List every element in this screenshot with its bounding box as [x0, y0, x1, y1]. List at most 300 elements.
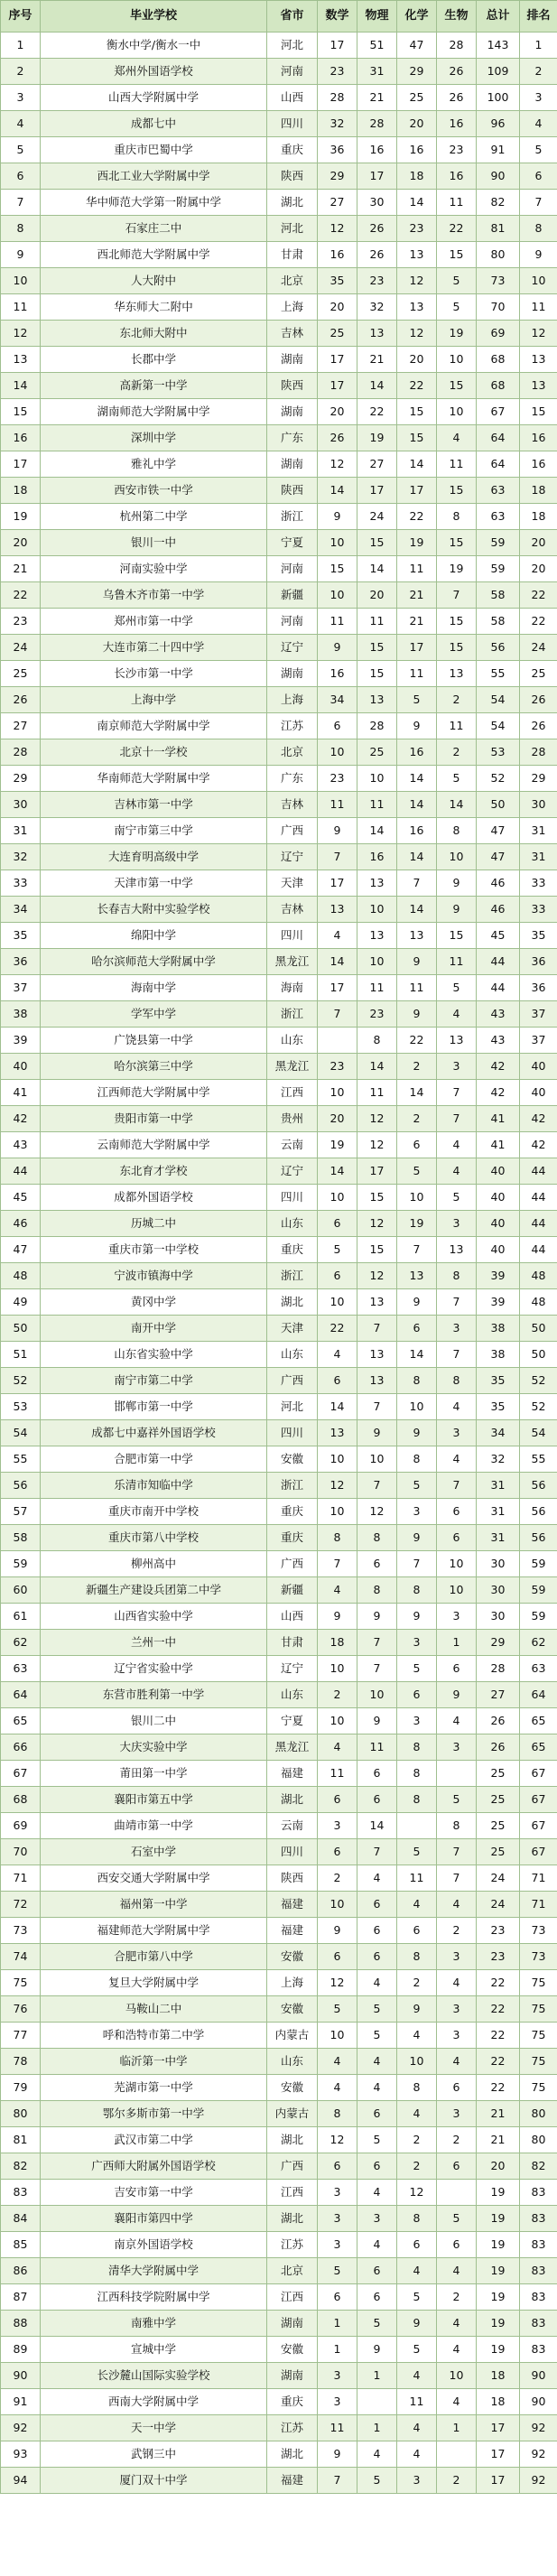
cell-chemistry: 13: [397, 923, 437, 949]
cell-rank: 44: [520, 1185, 557, 1211]
cell-total: 34: [477, 1420, 520, 1446]
cell-school: 成都七中嘉祥外国语学校: [41, 1420, 267, 1446]
cell-total: 46: [477, 870, 520, 897]
cell-biology: 3: [437, 1734, 477, 1761]
cell-physics: 17: [357, 163, 397, 190]
cell-school: 柳州高中: [41, 1551, 267, 1577]
cell-physics: 21: [357, 347, 397, 373]
cell-physics: 13: [357, 1368, 397, 1394]
cell-total: 40: [477, 1237, 520, 1263]
cell-province: 广西: [267, 2153, 318, 2180]
cell-total: 19: [477, 2206, 520, 2232]
cell-school: 杭州第二中学: [41, 504, 267, 530]
cell-index: 8: [1, 216, 41, 242]
cell-index: 3: [1, 85, 41, 111]
cell-total: 26: [477, 1734, 520, 1761]
table-row: [1, 373, 557, 399]
cell-school: 重庆市巴蜀中学: [41, 137, 267, 163]
cell-total: 32: [477, 1446, 520, 1473]
cell-physics: 4: [357, 1970, 397, 1996]
cell-physics: 15: [357, 1237, 397, 1263]
cell-index: 4: [1, 111, 41, 137]
cell-total: 69: [477, 321, 520, 347]
cell-index: 34: [1, 897, 41, 923]
cell-province: 江苏: [267, 2415, 318, 2441]
cell-rank: 36: [520, 949, 557, 975]
cell-province: 安徽: [267, 1446, 318, 1473]
header-school: 毕业学校: [41, 1, 267, 33]
cell-index: 47: [1, 1237, 41, 1263]
table-row: [1, 2468, 557, 2494]
cell-school: 哈尔滨师范大学附属中学: [41, 949, 267, 975]
cell-biology: 11: [437, 190, 477, 216]
cell-math: 10: [318, 1185, 357, 1211]
cell-school: 襄阳市第五中学: [41, 1787, 267, 1813]
cell-chemistry: 20: [397, 347, 437, 373]
cell-total: 143: [477, 33, 520, 59]
cell-rank: 8: [520, 216, 557, 242]
cell-province: 浙江: [267, 1473, 318, 1499]
cell-biology: 11: [437, 713, 477, 739]
cell-index: 2: [1, 59, 41, 85]
cell-math: 11: [318, 2415, 357, 2441]
table-row: [1, 1865, 557, 1892]
cell-biology: 6: [437, 1525, 477, 1551]
cell-index: 29: [1, 766, 41, 792]
cell-math: 14: [318, 949, 357, 975]
header-math: 数学: [318, 1, 357, 33]
cell-biology: 2: [437, 2284, 477, 2311]
cell-school: 吉林市第一中学: [41, 792, 267, 818]
cell-math: 14: [318, 478, 357, 504]
table-row: [1, 1185, 557, 1211]
cell-rank: 26: [520, 713, 557, 739]
cell-total: 17: [477, 2441, 520, 2468]
cell-biology: 10: [437, 347, 477, 373]
cell-rank: 29: [520, 766, 557, 792]
cell-math: 26: [318, 425, 357, 451]
cell-province: 辽宁: [267, 635, 318, 661]
table-row: [1, 635, 557, 661]
cell-biology: 5: [437, 294, 477, 321]
cell-total: 19: [477, 2180, 520, 2206]
table-row: [1, 1080, 557, 1106]
cell-math: 20: [318, 1106, 357, 1132]
cell-index: 36: [1, 949, 41, 975]
table-row: [1, 1839, 557, 1865]
cell-index: 62: [1, 1630, 41, 1656]
cell-biology: 13: [437, 1028, 477, 1054]
cell-biology: 10: [437, 844, 477, 870]
cell-total: 31: [477, 1473, 520, 1499]
cell-chemistry: 4: [397, 1892, 437, 1918]
cell-index: 14: [1, 373, 41, 399]
cell-school: 宣城中学: [41, 2337, 267, 2363]
cell-total: 22: [477, 2023, 520, 2049]
cell-school: 乌鲁木齐市第一中学: [41, 582, 267, 609]
cell-school: 复旦大学附属中学: [41, 1970, 267, 1996]
cell-biology: 9: [437, 1682, 477, 1708]
cell-physics: 5: [357, 2127, 397, 2153]
cell-rank: 56: [520, 1525, 557, 1551]
table-row: [1, 504, 557, 530]
cell-math: 7: [318, 844, 357, 870]
table-row: [1, 1316, 557, 1342]
cell-index: 20: [1, 530, 41, 556]
cell-rank: 71: [520, 1865, 557, 1892]
cell-chemistry: 7: [397, 1237, 437, 1263]
cell-biology: 8: [437, 1813, 477, 1839]
cell-physics: 8: [357, 1028, 397, 1054]
cell-rank: 22: [520, 582, 557, 609]
cell-physics: 19: [357, 425, 397, 451]
cell-math: 35: [318, 268, 357, 294]
cell-total: 47: [477, 844, 520, 870]
table-row: [1, 609, 557, 635]
cell-school: 曲靖市第一中学: [41, 1813, 267, 1839]
cell-rank: 16: [520, 425, 557, 451]
cell-province: 湖南: [267, 347, 318, 373]
cell-rank: 80: [520, 2127, 557, 2153]
table-row: [1, 137, 557, 163]
cell-physics: 7: [357, 1316, 397, 1342]
cell-biology: 4: [437, 2337, 477, 2363]
table-row: [1, 582, 557, 609]
cell-chemistry: 17: [397, 635, 437, 661]
table-row: [1, 1708, 557, 1734]
cell-biology: 8: [437, 818, 477, 844]
cell-biology: 3: [437, 1054, 477, 1080]
cell-index: 64: [1, 1682, 41, 1708]
cell-math: 6: [318, 2284, 357, 2311]
cell-chemistry: 2: [397, 1106, 437, 1132]
cell-math: 11: [318, 1761, 357, 1787]
cell-physics: 8: [357, 1577, 397, 1604]
cell-math: 29: [318, 163, 357, 190]
cell-math: 25: [318, 321, 357, 347]
cell-total: 90: [477, 163, 520, 190]
cell-chemistry: 22: [397, 504, 437, 530]
cell-physics: 9: [357, 1604, 397, 1630]
cell-province: 宁夏: [267, 1708, 318, 1734]
cell-total: 40: [477, 1185, 520, 1211]
cell-index: 44: [1, 1158, 41, 1185]
cell-biology: 10: [437, 1551, 477, 1577]
cell-math: 3: [318, 2232, 357, 2258]
cell-physics: 22: [357, 399, 397, 425]
cell-math: 16: [318, 661, 357, 687]
table-row: [1, 1211, 557, 1237]
cell-index: 77: [1, 2023, 41, 2049]
cell-chemistry: 23: [397, 216, 437, 242]
cell-rank: 44: [520, 1237, 557, 1263]
cell-province: 湖北: [267, 2441, 318, 2468]
cell-rank: 13: [520, 347, 557, 373]
cell-chemistry: 9: [397, 1420, 437, 1446]
cell-province: 湖北: [267, 2127, 318, 2153]
cell-index: 89: [1, 2337, 41, 2363]
table-row: [1, 2441, 557, 2468]
cell-province: 湖北: [267, 1787, 318, 1813]
cell-physics: 27: [357, 451, 397, 478]
cell-school: 辽宁省实验中学: [41, 1656, 267, 1682]
cell-biology: 6: [437, 2232, 477, 2258]
table-row: [1, 2023, 557, 2049]
cell-math: 10: [318, 1499, 357, 1525]
cell-physics: 7: [357, 1630, 397, 1656]
cell-province: 天津: [267, 870, 318, 897]
table-row: [1, 2284, 557, 2311]
cell-school: 北京十一学校: [41, 739, 267, 766]
cell-chemistry: 8: [397, 1446, 437, 1473]
cell-chemistry: 6: [397, 1316, 437, 1342]
cell-chemistry: 18: [397, 163, 437, 190]
cell-total: 67: [477, 399, 520, 425]
cell-total: 19: [477, 2311, 520, 2337]
cell-rank: 75: [520, 2049, 557, 2075]
cell-province: 四川: [267, 1420, 318, 1446]
cell-biology: 7: [437, 582, 477, 609]
table-row: [1, 1630, 557, 1656]
cell-chemistry: 11: [397, 1865, 437, 1892]
cell-province: 江西: [267, 2284, 318, 2311]
cell-index: 43: [1, 1132, 41, 1158]
table-row: [1, 1499, 557, 1525]
cell-province: 河北: [267, 1394, 318, 1420]
table-row: [1, 1446, 557, 1473]
table-row: [1, 1001, 557, 1028]
cell-physics: 14: [357, 818, 397, 844]
table-row: [1, 975, 557, 1001]
cell-province: 内蒙古: [267, 2101, 318, 2127]
table-row: [1, 1682, 557, 1708]
cell-province: 吉林: [267, 897, 318, 923]
cell-biology: 9: [437, 870, 477, 897]
cell-rank: 31: [520, 818, 557, 844]
cell-math: 11: [318, 792, 357, 818]
cell-province: 辽宁: [267, 1656, 318, 1682]
cell-index: 53: [1, 1394, 41, 1420]
cell-rank: 13: [520, 373, 557, 399]
cell-school: 河南实验中学: [41, 556, 267, 582]
cell-school: 黄冈中学: [41, 1289, 267, 1316]
cell-chemistry: 4: [397, 2441, 437, 2468]
cell-biology: 15: [437, 373, 477, 399]
cell-province: 四川: [267, 923, 318, 949]
cell-math: 22: [318, 1316, 357, 1342]
cell-rank: 42: [520, 1132, 557, 1158]
cell-physics: 8: [357, 1525, 397, 1551]
cell-math: 17: [318, 870, 357, 897]
cell-index: 86: [1, 2258, 41, 2284]
cell-math: 28: [318, 85, 357, 111]
cell-physics: 6: [357, 1787, 397, 1813]
cell-province: 广西: [267, 818, 318, 844]
cell-rank: 20: [520, 556, 557, 582]
table-row: [1, 1604, 557, 1630]
cell-school: 天津市第一中学: [41, 870, 267, 897]
table-row: [1, 1237, 557, 1263]
cell-rank: 75: [520, 2023, 557, 2049]
cell-rank: 42: [520, 1106, 557, 1132]
table-row: [1, 1970, 557, 1996]
cell-index: 39: [1, 1028, 41, 1054]
cell-chemistry: 11: [397, 975, 437, 1001]
cell-rank: 48: [520, 1289, 557, 1316]
table-row: [1, 2206, 557, 2232]
cell-biology: 6: [437, 2075, 477, 2101]
cell-province: 四川: [267, 1839, 318, 1865]
cell-physics: 25: [357, 739, 397, 766]
cell-physics: 15: [357, 635, 397, 661]
cell-math: 4: [318, 923, 357, 949]
cell-biology: 3: [437, 1211, 477, 1237]
cell-rank: 67: [520, 1787, 557, 1813]
cell-physics: 4: [357, 1865, 397, 1892]
cell-physics: 11: [357, 975, 397, 1001]
cell-chemistry: 6: [397, 1132, 437, 1158]
cell-physics: 1: [357, 2415, 397, 2441]
cell-rank: 67: [520, 1813, 557, 1839]
cell-chemistry: 4: [397, 2415, 437, 2441]
cell-math: 10: [318, 2023, 357, 2049]
cell-chemistry: 5: [397, 1158, 437, 1185]
cell-math: 20: [318, 294, 357, 321]
cell-rank: 33: [520, 870, 557, 897]
cell-chemistry: 11: [397, 556, 437, 582]
header-province: 省市: [267, 1, 318, 33]
cell-total: 39: [477, 1263, 520, 1289]
cell-index: 1: [1, 33, 41, 59]
cell-total: 45: [477, 923, 520, 949]
cell-rank: 56: [520, 1473, 557, 1499]
table-row: [1, 1787, 557, 1813]
cell-province: 四川: [267, 1185, 318, 1211]
cell-chemistry: 22: [397, 373, 437, 399]
cell-biology: 3: [437, 2023, 477, 2049]
cell-province: 安徽: [267, 2337, 318, 2363]
cell-math: 3: [318, 2363, 357, 2389]
cell-total: 63: [477, 478, 520, 504]
table-row: [1, 1420, 557, 1446]
cell-physics: 11: [357, 609, 397, 635]
cell-index: 58: [1, 1525, 41, 1551]
cell-physics: 6: [357, 1918, 397, 1944]
cell-rank: 83: [520, 2337, 557, 2363]
cell-biology: 2: [437, 1918, 477, 1944]
cell-province: 内蒙古: [267, 2023, 318, 2049]
cell-total: 54: [477, 713, 520, 739]
cell-chemistry: 8: [397, 1368, 437, 1394]
table-body: [1, 33, 557, 2494]
cell-total: 23: [477, 1918, 520, 1944]
cell-rank: 75: [520, 2075, 557, 2101]
cell-math: 19: [318, 1132, 357, 1158]
cell-biology: 19: [437, 556, 477, 582]
cell-province: 安徽: [267, 2075, 318, 2101]
table-row: [1, 870, 557, 897]
cell-index: 72: [1, 1892, 41, 1918]
table-row: [1, 844, 557, 870]
cell-total: 58: [477, 609, 520, 635]
cell-province: 上海: [267, 687, 318, 713]
cell-school: 西安交通大学附属中学: [41, 1865, 267, 1892]
table-row: [1, 530, 557, 556]
cell-rank: 11: [520, 294, 557, 321]
cell-rank: 18: [520, 478, 557, 504]
cell-rank: 3: [520, 85, 557, 111]
cell-biology: 7: [437, 1839, 477, 1865]
cell-chemistry: 3: [397, 2468, 437, 2494]
table-row: [1, 1473, 557, 1499]
cell-school: 大庆实验中学: [41, 1734, 267, 1761]
cell-school: 石家庄二中: [41, 216, 267, 242]
cell-chemistry: 8: [397, 1944, 437, 1970]
cell-chemistry: 10: [397, 1185, 437, 1211]
cell-physics: 6: [357, 2101, 397, 2127]
cell-math: 16: [318, 242, 357, 268]
cell-index: 54: [1, 1420, 41, 1446]
cell-province: 广东: [267, 766, 318, 792]
cell-chemistry: 4: [397, 2258, 437, 2284]
cell-physics: 14: [357, 1813, 397, 1839]
table-row: [1, 294, 557, 321]
cell-school: 深圳中学: [41, 425, 267, 451]
cell-chemistry: 5: [397, 1473, 437, 1499]
cell-school: 银川一中: [41, 530, 267, 556]
cell-index: 18: [1, 478, 41, 504]
cell-rank: 83: [520, 2311, 557, 2337]
cell-province: 安徽: [267, 1996, 318, 2023]
cell-rank: 37: [520, 1001, 557, 1028]
cell-chemistry: [397, 1813, 437, 1839]
cell-math: 9: [318, 1918, 357, 1944]
cell-school: 长春吉大附中实验学校: [41, 897, 267, 923]
cell-province: 湖南: [267, 2311, 318, 2337]
cell-biology: 4: [437, 1892, 477, 1918]
cell-chemistry: 29: [397, 59, 437, 85]
cell-school: 成都外国语学校: [41, 1185, 267, 1211]
table-row: [1, 216, 557, 242]
cell-school: 临沂第一中学: [41, 2049, 267, 2075]
cell-math: 7: [318, 1001, 357, 1028]
cell-chemistry: 19: [397, 1211, 437, 1237]
cell-physics: 5: [357, 1996, 397, 2023]
table-row: [1, 85, 557, 111]
table-row: [1, 923, 557, 949]
cell-chemistry: 13: [397, 294, 437, 321]
table-row: [1, 478, 557, 504]
cell-province: 河南: [267, 609, 318, 635]
cell-math: 13: [318, 897, 357, 923]
cell-province: 江苏: [267, 713, 318, 739]
cell-school: 西北师范大学附属中学: [41, 242, 267, 268]
cell-index: 26: [1, 687, 41, 713]
cell-province: 重庆: [267, 1499, 318, 1525]
cell-province: 江西: [267, 2180, 318, 2206]
cell-physics: 5: [357, 2468, 397, 2494]
cell-school: 鄂尔多斯市第一中学: [41, 2101, 267, 2127]
cell-math: 12: [318, 451, 357, 478]
cell-chemistry: 22: [397, 1028, 437, 1054]
cell-school: 广饶县第一中学: [41, 1028, 267, 1054]
cell-chemistry: 6: [397, 1682, 437, 1708]
cell-rank: 83: [520, 2206, 557, 2232]
cell-index: 30: [1, 792, 41, 818]
cell-rank: 22: [520, 609, 557, 635]
cell-math: 4: [318, 1734, 357, 1761]
cell-province: 海南: [267, 975, 318, 1001]
